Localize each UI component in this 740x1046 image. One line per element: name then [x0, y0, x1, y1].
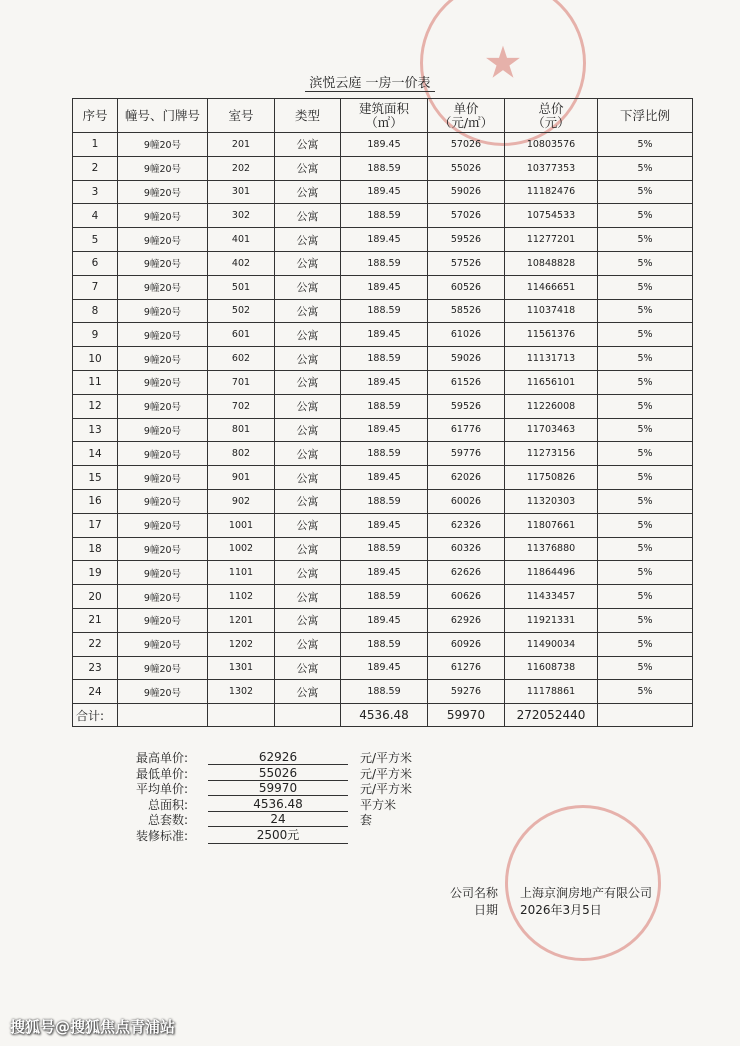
table-cell: 189.45 — [341, 466, 428, 490]
summary-value: 55026 — [208, 766, 348, 781]
table-cell: 188.59 — [341, 680, 428, 704]
table-row — [73, 180, 693, 204]
table-row — [73, 323, 693, 347]
table-cell: 5% — [598, 680, 693, 704]
date-value: 2026年3月5日 — [520, 903, 602, 917]
table-cell: 21 — [73, 608, 118, 632]
table-cell: 60926 — [428, 632, 505, 656]
table-row — [73, 632, 693, 656]
column-header: 类型 — [275, 99, 341, 133]
table-cell: 22 — [73, 632, 118, 656]
summary-label: 总套数: — [147, 813, 188, 828]
table-cell: 公寓 — [275, 156, 341, 180]
table-row — [73, 370, 693, 394]
summary-value: 4536.48 — [208, 797, 348, 812]
table-row — [73, 228, 693, 252]
column-header: 单价 （元/㎡） — [428, 99, 505, 133]
summary-unit: 元/平方米 — [360, 751, 413, 766]
table-cell: 60626 — [428, 585, 505, 609]
table-cell: 11277201 — [505, 228, 598, 252]
table-cell: 5% — [598, 418, 693, 442]
table-cell: 5% — [598, 370, 693, 394]
table-row — [73, 561, 693, 585]
table-cell: 公寓 — [275, 537, 341, 561]
table-cell: 11656101 — [505, 370, 598, 394]
table-cell: 401 — [208, 228, 275, 252]
table-cell: 9幢20号 — [118, 275, 208, 299]
table-cell: 14 — [73, 442, 118, 466]
table-row — [73, 418, 693, 442]
column-header: 室号 — [208, 99, 275, 133]
table-cell: 9幢20号 — [118, 251, 208, 275]
column-header: 序号 — [73, 99, 118, 133]
table-cell: 1202 — [208, 632, 275, 656]
table-cell: 602 — [208, 347, 275, 371]
table-cell: 11320303 — [505, 489, 598, 513]
table-cell: 189.45 — [341, 275, 428, 299]
table-cell: 5% — [598, 275, 693, 299]
table-cell: 11226008 — [505, 394, 598, 418]
table-cell: 11178861 — [505, 680, 598, 704]
summary-row — [100, 750, 430, 766]
table-row — [73, 251, 693, 275]
summary-row — [100, 828, 430, 844]
table-cell: 11750826 — [505, 466, 598, 490]
summary-value: 59970 — [208, 781, 348, 796]
table-cell: 9幢20号 — [118, 370, 208, 394]
table-cell: 10754533 — [505, 204, 598, 228]
table-cell: 11131713 — [505, 347, 598, 371]
table-cell: 189.45 — [341, 370, 428, 394]
table-cell: 公寓 — [275, 513, 341, 537]
table-cell: 1102 — [208, 585, 275, 609]
table-cell: 1201 — [208, 608, 275, 632]
table-cell: 5% — [598, 133, 693, 157]
summary-value: 2500元 — [208, 826, 348, 844]
table-row — [73, 133, 693, 157]
table-cell: 9幢20号 — [118, 513, 208, 537]
table-cell: 公寓 — [275, 608, 341, 632]
table-cell: 59026 — [428, 180, 505, 204]
table-cell: 501 — [208, 275, 275, 299]
table-cell: 11466651 — [505, 275, 598, 299]
table-row — [73, 537, 693, 561]
company-name: 上海京涧房地产有限公司 — [520, 886, 653, 900]
table-cell: 9幢20号 — [118, 680, 208, 704]
table-cell: 189.45 — [341, 608, 428, 632]
table-row — [73, 656, 693, 680]
table-cell: 公寓 — [275, 133, 341, 157]
table-cell: 9幢20号 — [118, 299, 208, 323]
price-table — [72, 98, 693, 727]
summary-unit: 套 — [360, 813, 373, 828]
table-cell: 202 — [208, 156, 275, 180]
table-row — [73, 513, 693, 537]
table-row — [73, 394, 693, 418]
table-cell: 公寓 — [275, 632, 341, 656]
table-cell: 11490034 — [505, 632, 598, 656]
total-row — [73, 704, 693, 727]
table-row — [73, 299, 693, 323]
table-cell: 5% — [598, 489, 693, 513]
table-cell: 9幢20号 — [118, 608, 208, 632]
summary-block — [100, 750, 430, 843]
summary-label: 最低单价: — [135, 766, 188, 781]
table-cell: 公寓 — [275, 466, 341, 490]
total-cell: 59970 — [428, 704, 505, 727]
summary-value: 24 — [208, 812, 348, 827]
table-cell: 189.45 — [341, 228, 428, 252]
table-cell: 302 — [208, 204, 275, 228]
table-cell: 301 — [208, 180, 275, 204]
table-cell: 11182476 — [505, 180, 598, 204]
table-cell: 188.59 — [341, 299, 428, 323]
table-cell: 11608738 — [505, 656, 598, 680]
table-row — [73, 347, 693, 371]
table-cell: 59776 — [428, 442, 505, 466]
table-cell: 60026 — [428, 489, 505, 513]
table-cell: 11561376 — [505, 323, 598, 347]
table-cell: 5% — [598, 394, 693, 418]
table-cell: 公寓 — [275, 275, 341, 299]
table-cell: 1101 — [208, 561, 275, 585]
table-cell: 公寓 — [275, 323, 341, 347]
table-cell: 901 — [208, 466, 275, 490]
table-cell: 5% — [598, 466, 693, 490]
table-cell: 11376880 — [505, 537, 598, 561]
column-header: 下浮比例 — [598, 99, 693, 133]
table-cell: 9幢20号 — [118, 585, 208, 609]
summary-label: 总面积: — [147, 797, 188, 812]
table-cell: 24 — [73, 680, 118, 704]
table-cell: 1 — [73, 133, 118, 157]
table-row — [73, 156, 693, 180]
table-cell: 5% — [598, 561, 693, 585]
table-cell: 189.45 — [341, 418, 428, 442]
table-cell: 6 — [73, 251, 118, 275]
table-cell: 9幢20号 — [118, 347, 208, 371]
table-cell: 61526 — [428, 370, 505, 394]
total-cell: 合计: — [73, 704, 118, 727]
table-row — [73, 608, 693, 632]
table-cell: 57026 — [428, 133, 505, 157]
table-cell: 公寓 — [275, 251, 341, 275]
table-cell: 公寓 — [275, 394, 341, 418]
table-cell: 5% — [598, 537, 693, 561]
table-cell: 公寓 — [275, 585, 341, 609]
table-cell: 5% — [598, 204, 693, 228]
table-cell: 189.45 — [341, 513, 428, 537]
table-cell: 58526 — [428, 299, 505, 323]
table-cell: 189.45 — [341, 561, 428, 585]
table-cell: 9幢20号 — [118, 656, 208, 680]
table-cell: 701 — [208, 370, 275, 394]
table-cell: 10803576 — [505, 133, 598, 157]
table-cell: 59526 — [428, 394, 505, 418]
summary-label: 平均单价: — [135, 782, 188, 797]
table-cell: 59026 — [428, 347, 505, 371]
table-cell: 702 — [208, 394, 275, 418]
table-cell: 5% — [598, 299, 693, 323]
table-cell: 公寓 — [275, 656, 341, 680]
table-cell: 5% — [598, 442, 693, 466]
table-cell: 18 — [73, 537, 118, 561]
table-cell: 11864496 — [505, 561, 598, 585]
table-cell: 61776 — [428, 418, 505, 442]
table-cell: 公寓 — [275, 347, 341, 371]
table-cell: 801 — [208, 418, 275, 442]
table-cell: 1302 — [208, 680, 275, 704]
table-cell: 189.45 — [341, 323, 428, 347]
table-cell: 62326 — [428, 513, 505, 537]
table-cell: 59276 — [428, 680, 505, 704]
table-cell: 1301 — [208, 656, 275, 680]
table-cell: 2 — [73, 156, 118, 180]
table-cell: 4 — [73, 204, 118, 228]
summary-row — [100, 766, 430, 782]
table-cell: 11037418 — [505, 299, 598, 323]
table-cell: 5% — [598, 180, 693, 204]
table-row — [73, 275, 693, 299]
table-cell: 9幢20号 — [118, 489, 208, 513]
table-cell: 9幢20号 — [118, 180, 208, 204]
table-cell: 13 — [73, 418, 118, 442]
table-cell: 60526 — [428, 275, 505, 299]
table-cell: 9幢20号 — [118, 323, 208, 347]
table-cell: 502 — [208, 299, 275, 323]
table-cell: 5% — [598, 251, 693, 275]
table-cell: 59526 — [428, 228, 505, 252]
table-cell: 1001 — [208, 513, 275, 537]
summary-unit: 元/平方米 — [360, 766, 413, 781]
table-cell: 188.59 — [341, 251, 428, 275]
table-cell: 9幢20号 — [118, 133, 208, 157]
summary-row — [100, 812, 430, 828]
table-cell: 5% — [598, 228, 693, 252]
table-cell: 189.45 — [341, 656, 428, 680]
table-row — [73, 489, 693, 513]
table-cell: 公寓 — [275, 680, 341, 704]
table-cell: 公寓 — [275, 489, 341, 513]
table-cell: 201 — [208, 133, 275, 157]
table-cell: 17 — [73, 513, 118, 537]
table-cell: 5% — [598, 632, 693, 656]
total-cell — [275, 704, 341, 727]
table-cell: 11703463 — [505, 418, 598, 442]
table-cell: 60326 — [428, 537, 505, 561]
table-cell: 19 — [73, 561, 118, 585]
summary-unit: 平方米 — [360, 797, 397, 812]
page-title: 滨悦云庭 一房一价表 — [0, 72, 740, 91]
table-cell: 62926 — [428, 608, 505, 632]
total-cell — [118, 704, 208, 727]
table-row — [73, 585, 693, 609]
table-cell: 公寓 — [275, 228, 341, 252]
table-cell: 57526 — [428, 251, 505, 275]
date-label: 日期 — [473, 903, 498, 917]
table-cell: 9幢20号 — [118, 418, 208, 442]
summary-row — [100, 781, 430, 797]
table-cell: 11921331 — [505, 608, 598, 632]
table-cell: 15 — [73, 466, 118, 490]
table-cell: 9幢20号 — [118, 561, 208, 585]
table-cell: 188.59 — [341, 585, 428, 609]
table-cell: 3 — [73, 180, 118, 204]
summary-unit: 元/平方米 — [360, 782, 413, 797]
total-cell: 272052440 — [505, 704, 598, 727]
table-cell: 601 — [208, 323, 275, 347]
table-cell: 5% — [598, 608, 693, 632]
table-cell: 188.59 — [341, 489, 428, 513]
table-cell: 公寓 — [275, 561, 341, 585]
table-cell: 62626 — [428, 561, 505, 585]
table-cell: 61276 — [428, 656, 505, 680]
table-cell: 9幢20号 — [118, 394, 208, 418]
table-header — [73, 99, 693, 133]
table-cell: 55026 — [428, 156, 505, 180]
table-cell: 11 — [73, 370, 118, 394]
table-cell: 188.59 — [341, 156, 428, 180]
table-cell: 1002 — [208, 537, 275, 561]
summary-row — [100, 797, 430, 813]
company-name-label: 公司名称 — [449, 886, 498, 900]
table-cell: 11273156 — [505, 442, 598, 466]
watermark: 搜狐号@搜狐焦点青浦站 — [10, 1018, 176, 1036]
table-cell: 9幢20号 — [118, 632, 208, 656]
summary-value: 62926 — [208, 750, 348, 765]
table-cell: 11807661 — [505, 513, 598, 537]
table-cell: 12 — [73, 394, 118, 418]
table-cell: 188.59 — [341, 537, 428, 561]
column-header: 总价 （元） — [505, 99, 598, 133]
table-cell: 9幢20号 — [118, 156, 208, 180]
table-cell: 10 — [73, 347, 118, 371]
table-cell: 公寓 — [275, 299, 341, 323]
table-cell: 公寓 — [275, 204, 341, 228]
table-cell: 9 — [73, 323, 118, 347]
company-block — [420, 885, 652, 919]
table-cell: 802 — [208, 442, 275, 466]
table-row — [73, 466, 693, 490]
table-cell: 公寓 — [275, 442, 341, 466]
table-cell: 8 — [73, 299, 118, 323]
table-cell: 20 — [73, 585, 118, 609]
table-cell: 9幢20号 — [118, 204, 208, 228]
table-cell: 公寓 — [275, 370, 341, 394]
summary-label: 装修标准: — [135, 828, 188, 843]
table-cell: 16 — [73, 489, 118, 513]
table-cell: 9幢20号 — [118, 228, 208, 252]
table-cell: 5% — [598, 323, 693, 347]
table-cell: 10848828 — [505, 251, 598, 275]
total-cell — [598, 704, 693, 727]
table-cell: 188.59 — [341, 632, 428, 656]
table-cell: 5 — [73, 228, 118, 252]
table-cell: 公寓 — [275, 180, 341, 204]
table-cell: 11433457 — [505, 585, 598, 609]
table-cell: 9幢20号 — [118, 537, 208, 561]
column-header: 建筑面积 （㎡） — [341, 99, 428, 133]
summary-label: 最高单价: — [135, 751, 188, 766]
table-cell: 5% — [598, 656, 693, 680]
table-cell: 5% — [598, 585, 693, 609]
table-cell: 189.45 — [341, 133, 428, 157]
table-cell: 189.45 — [341, 180, 428, 204]
star-icon: ★ — [483, 37, 523, 89]
table-cell: 5% — [598, 347, 693, 371]
table-cell: 57026 — [428, 204, 505, 228]
table-cell: 188.59 — [341, 347, 428, 371]
table-cell: 9幢20号 — [118, 442, 208, 466]
table-row — [73, 204, 693, 228]
total-cell — [208, 704, 275, 727]
table-cell: 188.59 — [341, 204, 428, 228]
table-cell: 61026 — [428, 323, 505, 347]
column-header: 幢号、门牌号 — [118, 99, 208, 133]
table-cell: 10377353 — [505, 156, 598, 180]
table-row — [73, 442, 693, 466]
table-cell: 7 — [73, 275, 118, 299]
total-cell: 4536.48 — [341, 704, 428, 727]
table-cell: 188.59 — [341, 394, 428, 418]
table-row — [73, 680, 693, 704]
table-cell: 23 — [73, 656, 118, 680]
table-cell: 5% — [598, 156, 693, 180]
table-cell: 902 — [208, 489, 275, 513]
table-cell: 402 — [208, 251, 275, 275]
table-cell: 5% — [598, 513, 693, 537]
table-cell: 公寓 — [275, 418, 341, 442]
table-cell: 9幢20号 — [118, 466, 208, 490]
table-cell: 188.59 — [341, 442, 428, 466]
table-cell: 62026 — [428, 466, 505, 490]
official-seal-bottom — [505, 805, 661, 961]
